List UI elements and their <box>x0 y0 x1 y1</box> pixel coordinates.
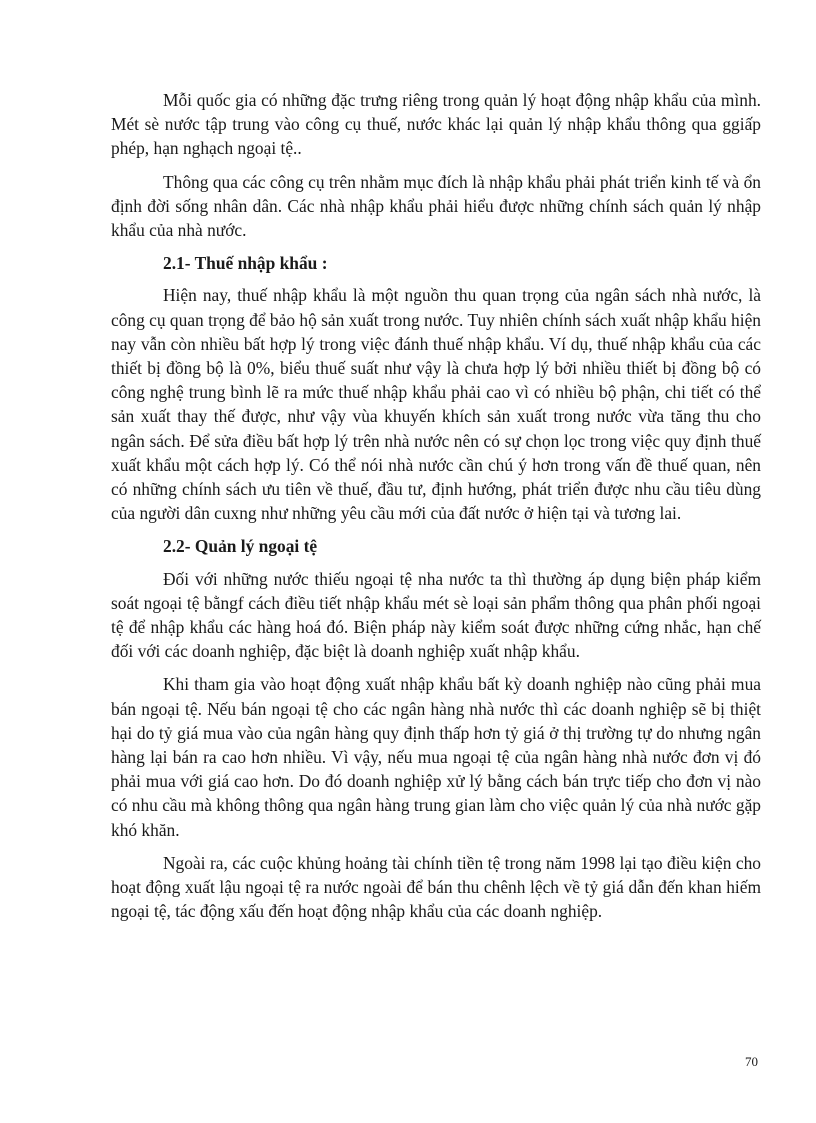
intro-paragraph: Mỗi quốc gia có những đặc trưng riêng trong quản lý hoạt động nhập khẩu của mình. Mét sè nước tập trung vào công cụ thuế, nước khác lại quản lý nhập khẩu thông qua ggiấp phép, hạn nghạch ngoại tệ.. <box>111 90 761 159</box>
section-heading-foreign-currency: 2.2- Quản lý ngoại tệ <box>163 536 318 557</box>
document-page <box>111 88 761 933</box>
section-paragraph: Khi tham gia vào hoạt động xuất nhập khẩu bất kỳ doanh nghiệp nào cũng phải mua bán ngoại tệ. Nếu bán ngoại tệ cho các ngân hàng nhà nước thì các doanh nghiệp sẽ bị thiệt hại do tỷ giá mua vào của ngân hàng quy định thấp hơn tỷ giá ở thị trường tự do nhưng ngân hàng lại bán ra cao hơn nhiều. Vì vậy, nếu mua ngoại tệ của ngân hàng nhà nước đơn vị đó phải mua với giá cao hơn. Do đó doanh nghiệp xử lý bằng cách bán trực tiếp cho đơn vị nào có nhu cầu mà không thông qua ngân hàng trung gian làm cho việc quản lý của nhà nước gặp khó khăn. <box>111 674 761 840</box>
page-number: 70 <box>745 1054 758 1069</box>
section-paragraph: Ngoài ra, các cuộc khủng hoảng tài chính tiền tệ trong năm 1998 lại tạo điều kiện cho hoạt động xuất lậu ngoại tệ ra nước ngoài để bán thu chênh lệch về tỷ giá dẫn đến khan hiếm ngoại tệ, tác động xấu đến hoạt động nhập khẩu của các doanh nghiệp. <box>111 852 761 922</box>
section-paragraph: Đối với những nước thiếu ngoại tệ nha nước ta thì thường áp dụng biện pháp kiểm soát ngoại tệ bằngf cách điều tiết nhập khẩu mét sè loại sản phẩm thông qua phân phối ngoại tệ để nhập khẩu các hàng hoá đó. Biện pháp này kiểm soát được những cứng nhắc, hạn chế đối với các doanh nghiệp, đặc biệt là doanh nghiệp xuất nhập khẩu. <box>111 568 761 662</box>
intro-paragraph: Thông qua các công cụ trên nhằm mục đích là nhập khẩu phải phát triển kinh tế và ổn định đời sống nhân dân. Các nhà nhập khẩu phải hiểu được những chính sách quản lý nhập khẩu của nhà nước. <box>111 171 761 241</box>
section-paragraph: Hiện nay, thuế nhập khẩu là một nguồn thu quan trọng của ngân sách nhà nước, là công cụ quan trọng để bảo hộ sản xuất trong nước. Tuy nhiên chính sách xuất nhập khẩu hiện nay vẫn còn nhiều bất hợp lý trong việc đánh thuế nhập khẩu. Ví dụ, thuế nhập khẩu của các thiết bị đồng bộ là 0%, biểu thuế suất như vậy là chưa hợp lý bởi nhiều thiết bị đồng bộ có công nghệ trung bình lẽ ra mức thuế nhập khẩu phải cao vì có nhiều bộ phận, chi tiết có thể sản xuất thay thế được, như vậy vùa khuyến khích sản xuất trong nước vừa tăng thu cho ngân sách. Để sửa điều bất hợp lý trên nhà nước nên có sự chọn lọc trong việc quy định thuế xuất khẩu một cách hợp lý. Có thể nói nhà nước cần chú ý hơn trong vấn đề thuế quan, nên có những chính sách ưu tiên về thuế, đầu tư, định hướng, phát triển được nhu cầu tiêu dùng của người dân cuxng như những yêu cầu mới của đất nước ở hiện tại và tương lai. <box>111 285 761 524</box>
section-heading-import-tax: 2.1- Thuế nhập khẩu : <box>163 253 328 274</box>
